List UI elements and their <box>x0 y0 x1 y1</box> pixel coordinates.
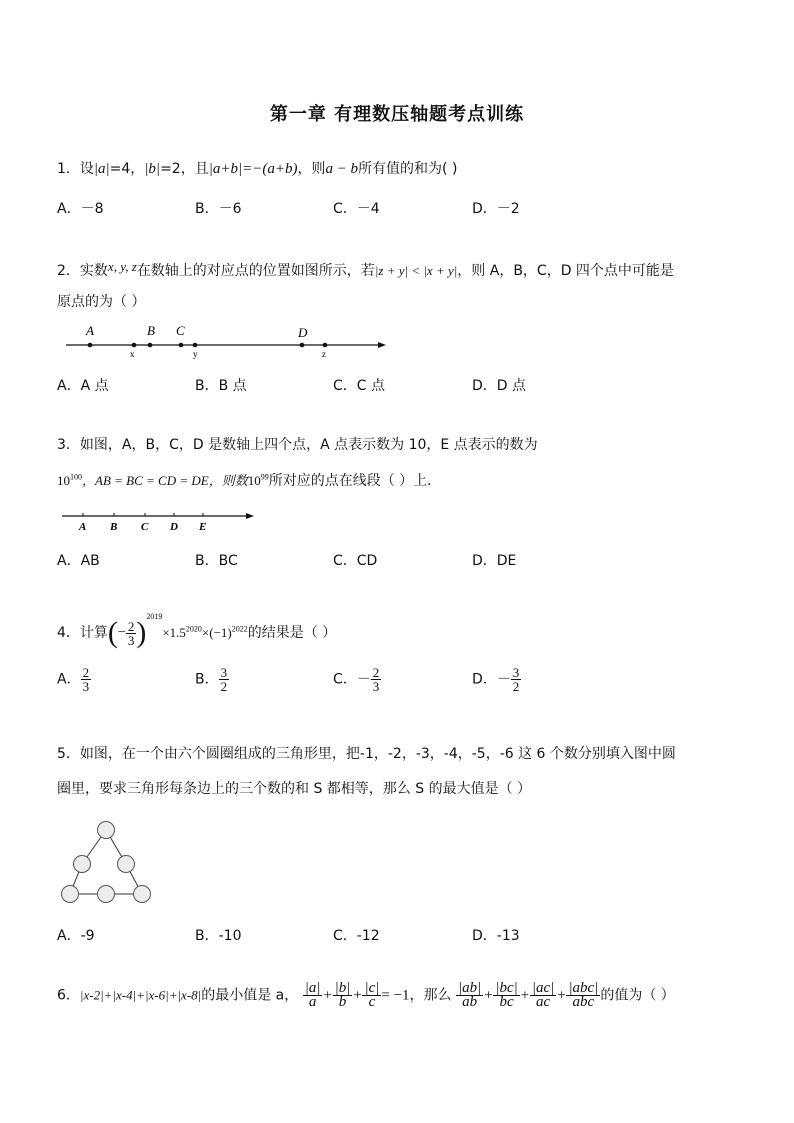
q3-label-b: B <box>110 521 118 533</box>
q6-frac-c <box>362 982 381 1009</box>
q6-frac-a-num: |a| <box>304 980 321 996</box>
q4-exp2: 2020 <box>185 624 202 634</box>
q6-expression: |x-2|+|x-4|+|x-6|+|x-8| <box>79 987 202 1003</box>
q4-option-d-fraction <box>511 666 522 693</box>
q4-option-d-num: 3 <box>512 665 520 680</box>
q3-exp1: 100 <box>70 472 82 482</box>
q2-point-b <box>148 343 153 348</box>
q4-option-a-num: 2 <box>82 665 90 680</box>
q6-plus3: + <box>483 987 494 1004</box>
q3-label-e: E <box>199 521 207 533</box>
q1-abs-b: |b| <box>144 161 161 177</box>
q6-frac-b-num: |b| <box>334 980 351 996</box>
q6-frac-abc <box>566 982 600 1009</box>
q3-base2: 10 <box>247 473 261 488</box>
q4-paren-close: ) <box>136 616 147 649</box>
q5-option-d[interactable]: D．-13 <box>472 928 520 944</box>
q2-point-a <box>88 343 93 348</box>
q4-times1: ×1.5 <box>162 625 186 640</box>
q2-option-a[interactable]: A．A 点 <box>57 378 109 394</box>
q2-mid: 在数轴上的对应点的位置如图所示，若 <box>136 263 375 279</box>
q4-frac-den: 3 <box>127 632 135 648</box>
q4-option-c-num: 2 <box>372 665 380 680</box>
q1-option-d[interactable]: D．－2 <box>472 201 520 217</box>
q4-option-c-fraction <box>371 666 382 693</box>
q5-option-b[interactable]: B．-10 <box>195 928 242 944</box>
q5-circle-left-mid <box>74 856 91 873</box>
q2-label-b: B <box>147 323 155 338</box>
q5-option-a[interactable]: A．-9 <box>57 928 95 944</box>
q4-option-d[interactable] <box>472 666 521 693</box>
q1-option-c[interactable]: C．－4 <box>333 201 380 217</box>
q3-option-a[interactable]: A．AB <box>57 553 100 569</box>
q3-exp2: 99 <box>260 472 269 482</box>
q4-paren-open: ( <box>107 616 118 649</box>
q2-label-c: C <box>176 323 185 338</box>
q6-frac-ab-num: |ab| <box>458 980 482 996</box>
q6-frac-c-den: c <box>368 994 376 1010</box>
q2-label-z: z <box>322 349 326 359</box>
q5-stem: 5．如图，在一个由六个圆圈组成的三角形里，把-1，-2，-3，-4，-5，-6 这 6 个数分别填入图中圆 <box>57 746 676 762</box>
q2-prefix: 2．实数 <box>57 263 108 279</box>
q6-frac-ac <box>530 982 556 1009</box>
q2-stem-line2: 原点的为（ ） <box>57 294 146 310</box>
q4-option-a-label: A． <box>57 671 81 688</box>
q3-label-a: A <box>79 521 87 533</box>
q2-point-z <box>323 343 328 348</box>
q1-abs-a: |a| <box>93 161 110 177</box>
q4-option-d-den: 2 <box>512 679 520 694</box>
q3-label-d: D <box>170 521 178 533</box>
page-title: 第一章 有理数压轴题考点训练 <box>269 104 525 125</box>
q6-frac-bc-num: |bc| <box>495 980 518 996</box>
q5-stem-line2: 圈里，要求三角形每条边上的三个数的和 S 都相等，那么 S 的最大值是（ ） <box>57 781 532 797</box>
q4-option-b[interactable] <box>195 666 229 693</box>
q6-frac-a <box>303 982 323 1009</box>
q2-point-d <box>300 343 305 348</box>
q4-option-b-den: 2 <box>220 679 228 694</box>
q4-suffix: 的结果是（ ） <box>247 625 337 641</box>
q1-abs-ab: |a+b| <box>208 161 243 177</box>
q5-circle-top <box>98 822 115 839</box>
q2-label-x: x <box>130 349 135 359</box>
q1-eq-neg: =−(a+b) <box>242 161 298 177</box>
q6-frac-ac-den: ac <box>536 994 551 1010</box>
q4-prefix: 4．计算 <box>57 625 108 641</box>
q6-frac-ac-num: |ac| <box>531 980 555 996</box>
q1-option-b[interactable]: B．－6 <box>195 201 242 217</box>
q5-circle-bottom-right <box>134 886 151 903</box>
q3-equalities: ，AB = BC = CD = DE，则数 <box>82 473 248 488</box>
q5-option-c[interactable]: C．-12 <box>333 928 380 944</box>
q4-option-d-sign: － <box>496 671 511 688</box>
q3-label-c: C <box>141 521 149 533</box>
q2-label-d: D <box>298 325 308 340</box>
q2-option-d[interactable]: D．D 点 <box>472 378 527 394</box>
q3-option-b[interactable]: B．BC <box>195 553 238 569</box>
q2-point-y <box>193 343 198 348</box>
q4-option-b-num: 3 <box>220 665 228 680</box>
q4-option-c[interactable] <box>333 666 381 693</box>
q6-frac-a-den: a <box>308 994 317 1010</box>
q6-mid: 的最小值是 a， <box>201 987 299 1004</box>
q4-option-a-den: 3 <box>82 679 90 694</box>
q1-option-a[interactable]: A．－8 <box>57 201 104 217</box>
q3-number-line <box>60 508 260 538</box>
q2-condition: |z + y| < |x + y| <box>374 263 458 278</box>
q3-option-d[interactable]: D．DE <box>472 553 517 569</box>
q4-option-c-label: C． <box>333 671 357 688</box>
q1-suffix: 所有值的和为( ) <box>358 161 458 177</box>
q6-frac-ab <box>456 982 483 1009</box>
q2-option-b[interactable]: B．B 点 <box>195 378 247 394</box>
q4-exp1: 2019 <box>146 612 163 621</box>
q3-base1: 10 <box>57 473 70 488</box>
q4-exp3: 2022 <box>231 624 248 634</box>
q1-prefix: 1．设 <box>57 161 94 177</box>
q6-frac-abc-num: |abc| <box>568 980 599 996</box>
q3-suffix: 所对应的点在线段（ ）上． <box>268 473 442 489</box>
q6-equals: = −1 <box>381 987 410 1004</box>
q5-circle-right-mid <box>118 856 135 873</box>
q4-option-d-label: D． <box>472 671 497 688</box>
q4-times2: ×(−1) <box>201 625 232 640</box>
q5-circle-bottom-left <box>62 886 79 903</box>
q4-frac-num: 2 <box>127 618 135 634</box>
q6-frac-b-den: b <box>338 994 347 1010</box>
q6-plus2: + <box>352 987 363 1004</box>
q4-option-c-den: 3 <box>372 679 380 694</box>
q4-option-a-fraction <box>81 666 92 693</box>
q6-frac-bc <box>493 982 519 1009</box>
q2-option-c[interactable]: C．C 点 <box>333 378 386 394</box>
q4-option-a[interactable] <box>57 666 91 693</box>
q6-plus4: + <box>519 987 530 1004</box>
q2-number-line <box>60 320 390 362</box>
q6-then: ，那么 <box>409 987 452 1004</box>
q1-then: ，则 <box>297 161 326 177</box>
q6-plus5: + <box>556 987 567 1004</box>
q4-option-c-sign: － <box>356 671 371 688</box>
q6-frac-abc-den: abc <box>572 994 595 1010</box>
q4-fraction <box>126 620 137 647</box>
q2-label-a: A <box>86 323 94 338</box>
q2-point-x <box>132 343 137 348</box>
q3-stem: 3．如图，A，B，C，D 是数轴上四个点，A 点表示数为 10，E 点表示的数为 <box>57 437 538 453</box>
q2-suffix: ，则 A，B，C，D 四个点中可能是 <box>457 263 674 279</box>
q1-expr: a − b <box>325 161 359 177</box>
q5-circle-bottom-mid <box>98 886 115 903</box>
q1-eq4: =4， <box>109 161 145 177</box>
q4-minus: − <box>117 625 126 640</box>
q6-frac-c-num: |c| <box>364 980 380 996</box>
q2-point-c <box>179 343 184 348</box>
q3-option-c[interactable]: C．CD <box>333 553 378 569</box>
q6-stem <box>57 982 675 1009</box>
q6-prefix: 6． <box>57 987 80 1004</box>
q4-stem <box>57 612 336 650</box>
q6-plus1: + <box>322 987 333 1004</box>
q6-frac-bc-den: bc <box>499 994 514 1010</box>
q2-label-y: y <box>193 349 198 359</box>
q3-stem-line2 <box>57 470 441 490</box>
q6-suffix: 的值为（ ） <box>600 987 675 1004</box>
q2-stem <box>57 259 674 280</box>
q6-frac-b <box>333 982 353 1009</box>
q2-vars: x, y, z <box>107 259 137 274</box>
q1-eq2: =2，且 <box>160 161 209 177</box>
q6-frac-ab-den: ab <box>462 994 478 1010</box>
q4-option-b-fraction <box>219 666 230 693</box>
q5-circle-triangle <box>56 818 158 910</box>
q1-stem <box>57 158 457 178</box>
q4-option-b-label: B． <box>195 671 219 688</box>
